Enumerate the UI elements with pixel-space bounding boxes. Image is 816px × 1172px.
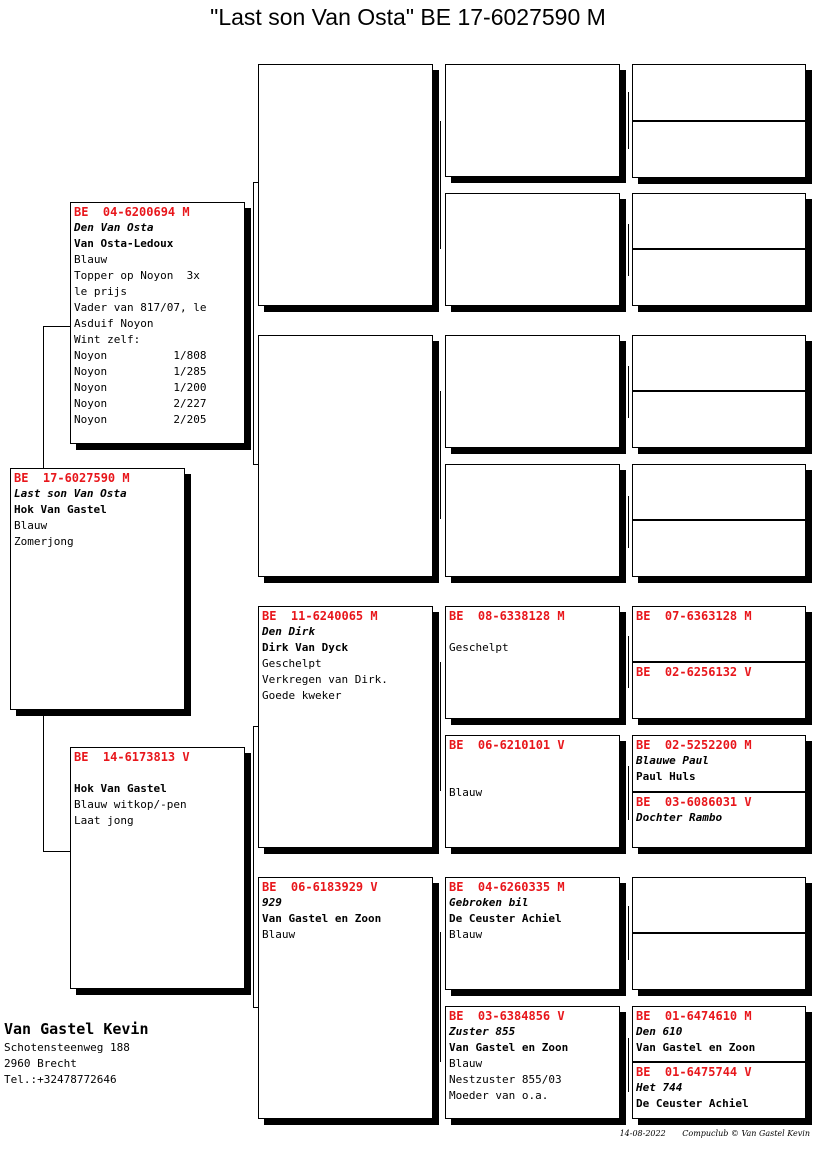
dam-dam-card (258, 877, 433, 1119)
ring-number: BE 03-6086031 V (636, 795, 752, 809)
sire-card (70, 202, 245, 444)
ancestor-card (632, 1062, 806, 1119)
breeder-phone: Tel.:+32478772646 (4, 1073, 117, 1086)
ancestor-card (632, 1006, 806, 1062)
breeder-name: Van Gastel Kevin (4, 1020, 149, 1038)
empty-card (445, 464, 620, 577)
grandparent-card (445, 606, 620, 719)
info-line: Blauw (74, 253, 108, 266)
pigeon-name: Zuster 855 (449, 1025, 516, 1038)
owner: Van Osta-Ledoux (74, 237, 174, 250)
empty-card (445, 64, 620, 177)
breeder-city: 2960 Brecht (4, 1057, 77, 1070)
info-line: Verkregen van Dirk. (262, 673, 388, 686)
pigeon-name: Den Van Osta (74, 221, 154, 234)
info-line: Noyon 1/808 (74, 349, 207, 362)
connector (628, 224, 629, 276)
info-line: Wint zelf: (74, 333, 141, 346)
pigeon-name: Het 744 (636, 1081, 683, 1094)
ancestor-card (632, 606, 806, 662)
info-line: Blauw (449, 1057, 483, 1070)
ring-number: BE 17-6027590 M (14, 471, 130, 485)
print-date: 14-08-2022 (619, 1129, 666, 1138)
owner: Paul Huls (636, 770, 696, 783)
pigeon-name (74, 765, 241, 781)
ring-number: BE 02-5252200 M (636, 738, 752, 752)
connector (253, 726, 254, 1008)
info-line (449, 753, 616, 769)
info-line: Blauw (262, 928, 296, 941)
info-line: Blauw (14, 519, 48, 532)
pigeon-name: Last son Van Osta (14, 487, 127, 500)
connector (628, 92, 629, 149)
dam-card (70, 747, 245, 989)
ring-number: BE 11-6240065 M (262, 609, 378, 623)
connector (440, 932, 441, 1062)
info-line: Topper op Noyon 3x (74, 269, 200, 282)
info-line: Goede kweker (262, 689, 342, 702)
info-line: Geschelpt (262, 657, 322, 670)
owner: De Ceuster Achiel (636, 1097, 749, 1110)
ring-number: BE 06-6210101 V (449, 738, 565, 752)
empty-card (445, 193, 620, 306)
connector (43, 712, 44, 851)
ring-number: BE 01-6475744 V (636, 1065, 752, 1079)
connector (440, 121, 441, 249)
pigeon-name: Dochter Rambo (636, 811, 723, 824)
info-line: Noyon 2/227 (74, 397, 207, 410)
empty-card (632, 335, 806, 391)
connector (43, 326, 44, 468)
connector (628, 906, 629, 960)
empty-card (632, 933, 806, 990)
info-line: Geschelpt (449, 641, 509, 654)
empty-card (632, 193, 806, 249)
pigeon-name: Blauwe Paul (636, 754, 709, 767)
ring-number: BE 01-6474610 M (636, 1009, 752, 1023)
connector (628, 366, 629, 418)
empty-card (258, 335, 433, 577)
subject-card (10, 468, 185, 710)
footer (606, 1129, 810, 1138)
info-line: Laat jong (74, 814, 134, 827)
owner: Van Gastel en Zoon (449, 1041, 569, 1054)
ring-number: BE 03-6384856 V (449, 1009, 565, 1023)
ring-number: BE 04-6260335 M (449, 880, 565, 894)
pigeon-name: Gebroken bil (449, 896, 529, 909)
info-line: Moeder van o.a. (449, 1089, 549, 1102)
dam-sire-card (258, 606, 433, 848)
connector (440, 662, 441, 791)
connector (43, 851, 70, 852)
owner: Van Gastel en Zoon (262, 912, 382, 925)
ancestor-card (632, 735, 806, 792)
info-line: Vader van 817/07, le (74, 301, 207, 314)
info-line: Noyon 1/285 (74, 365, 207, 378)
connector (440, 391, 441, 519)
empty-card (632, 249, 806, 306)
grandparent-card (445, 735, 620, 848)
empty-card (632, 64, 806, 121)
pigeon-name: Den Dirk (262, 625, 315, 638)
ring-number: BE 06-6183929 V (262, 880, 378, 894)
info-line (449, 624, 616, 640)
breeder-street: Schotensteenweg 188 (4, 1041, 130, 1054)
owner: Hok Van Gastel (14, 503, 107, 516)
info-line: Nestzuster 855/03 (449, 1073, 562, 1086)
connector (628, 636, 629, 688)
owner: De Ceuster Achiel (449, 912, 562, 925)
ring-number: BE 14-6173813 V (74, 750, 190, 764)
credit: Compuclub © Van Gastel Kevin (682, 1129, 810, 1138)
ring-number: BE 08-6338128 M (449, 609, 565, 623)
ring-number: BE 02-6256132 V (636, 665, 752, 679)
info-line: Blauw witkop/-pen (74, 798, 187, 811)
connector (43, 326, 70, 327)
ancestor-card (632, 662, 806, 719)
empty-card (632, 877, 806, 933)
info-line: Noyon 2/205 (74, 413, 207, 426)
connector (628, 1038, 629, 1092)
empty-card (632, 464, 806, 520)
owner: Hok Van Gastel (74, 782, 167, 795)
connector (628, 496, 629, 548)
ring-number: BE 04-6200694 M (74, 205, 190, 219)
info-line: Blauw (449, 786, 483, 799)
connector (253, 182, 254, 465)
info-line: le prijs (74, 285, 127, 298)
empty-card (632, 391, 806, 448)
page-title: "Last son Van Osta" BE 17-6027590 M (210, 4, 606, 30)
empty-card (445, 335, 620, 448)
info-line (449, 769, 616, 785)
ring-number: BE 07-6363128 M (636, 609, 752, 623)
info-line: Zomerjong (14, 535, 74, 548)
pigeon-name: Den 610 (636, 1025, 683, 1038)
info-line: Blauw (449, 928, 483, 941)
empty-card (632, 121, 806, 178)
empty-card (632, 520, 806, 577)
empty-card (258, 64, 433, 306)
info-line: Asduif Noyon (74, 317, 154, 330)
connector (628, 766, 629, 820)
grandparent-card (445, 1006, 620, 1119)
grandparent-card (445, 877, 620, 990)
ancestor-card (632, 792, 806, 848)
info-line: Noyon 1/200 (74, 381, 207, 394)
owner: Dirk Van Dyck (262, 641, 349, 654)
pigeon-name: 929 (262, 896, 282, 909)
breeder-info (4, 1018, 149, 1088)
owner: Van Gastel en Zoon (636, 1041, 756, 1054)
